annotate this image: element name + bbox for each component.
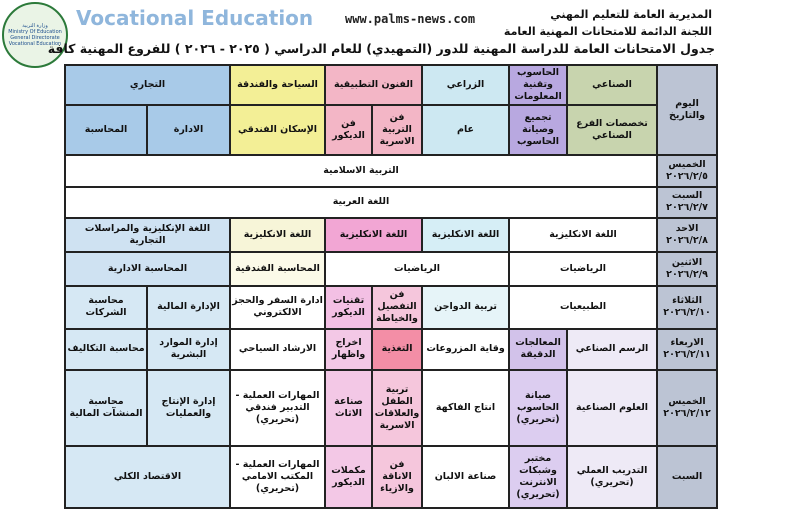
exam-schedule-table <box>64 64 718 509</box>
exam-subject-cell: اللغة الانكليزية <box>509 218 657 252</box>
exam-subject-cell: فن التفصيل والخياطة <box>372 286 422 329</box>
day-cell <box>657 218 717 252</box>
table-row <box>65 218 717 252</box>
exam-subject-cell: إدارة الموارد البشرية <box>147 329 230 370</box>
exam-subject-cell: إدارة الإنتاج والعمليات <box>147 370 230 446</box>
exam-subject-cell: الطبيعيات <box>509 286 657 329</box>
header-row <box>65 105 717 155</box>
exam-subject-cell: صيانة الحاسوب (تحريري) <box>509 370 567 446</box>
column-header: الإسكان الفندقي <box>230 105 325 155</box>
column-header: الزراعي <box>422 65 509 105</box>
day-name: الخميس <box>668 395 706 407</box>
exam-subject-cell: اللغة الانكليزية <box>422 218 509 252</box>
exam-subject-cell: العلوم الصناعية <box>567 370 657 446</box>
day-name: الاثنين <box>671 256 703 268</box>
day-cell <box>657 252 717 286</box>
day-name: الاربعاء <box>670 337 704 349</box>
day-cell <box>657 155 717 187</box>
exam-date: ٢٠٢٦/٢/٨ <box>666 234 708 246</box>
table-row <box>65 370 717 446</box>
day-name: الخميس <box>668 158 706 170</box>
site-watermark: www.palms-news.com <box>345 12 476 26</box>
exam-date: ٢٠٢٦/٢/٥ <box>666 170 708 182</box>
logo-text-en2: General Directorate Vocational Education <box>8 35 62 47</box>
exam-subject-cell: المعالجات الدقيقة <box>509 329 567 370</box>
table-row <box>65 252 717 286</box>
column-header: اليوم والتاريخ <box>657 65 717 155</box>
exam-subject-cell: المحاسبة الادارية <box>65 252 230 286</box>
column-header: الصناعي <box>567 65 657 105</box>
table-row <box>65 187 717 218</box>
exam-date: ٢٠٢٦/٢/١٢ <box>663 407 711 419</box>
column-header: الفنون التطبيقية <box>325 65 422 105</box>
exam-date: ٢٠٢٦/٢/١٠ <box>663 307 711 319</box>
exam-subject-cell: الرياضيات <box>509 252 657 286</box>
logo-text-en: Ministry Of Education <box>8 29 62 35</box>
column-header: عام <box>422 105 509 155</box>
exam-subject-cell: محاسبة التكاليف <box>65 329 147 370</box>
exam-subject-cell: التربية الاسلامية <box>65 155 657 187</box>
exam-subject-cell: مختبر وشبكات الانترنت (تحريري) <box>509 446 567 508</box>
column-header: السياحة والفندقة <box>230 65 325 105</box>
column-header: تخصصات الفرع الصناعي <box>567 105 657 155</box>
exam-subject-cell: تربية الدواجن <box>422 286 509 329</box>
table-row <box>65 286 717 329</box>
column-header: الادارة <box>147 105 230 155</box>
exam-date: ٢٠٢٦/٢/٧ <box>666 202 708 214</box>
exam-subject-cell: تربية الطفل والعلاقات الاسرية <box>372 370 422 446</box>
exam-subject-cell: صناعة الالبان <box>422 446 509 508</box>
day-cell <box>657 286 717 329</box>
exam-subject-cell: الارشاد السياحي <box>230 329 325 370</box>
column-header: الحاسوب وتقنية المعلومات <box>509 65 567 105</box>
exam-date: ٢٠٢٦/٢/١١ <box>663 349 711 361</box>
exam-subject-cell: ادارة السفر والحجز الالكتروني <box>230 286 325 329</box>
logo-text-ar: وزارة التربية <box>22 23 48 29</box>
exam-subject-cell: تقنيات الديكور <box>325 286 372 329</box>
exam-subject-cell: صناعة الاثاث <box>325 370 372 446</box>
table-row <box>65 329 717 370</box>
exam-subject-cell: الرياضيات <box>325 252 509 286</box>
table-row <box>65 446 717 508</box>
committee-title: اللجنة الدائمة للامتحانات المهنية العامة <box>503 25 712 38</box>
day-name: السبت <box>671 470 703 482</box>
exam-subject-cell: اللغة الإنكليزية والمراسلات التجارية <box>65 218 230 252</box>
day-cell <box>657 446 717 508</box>
exam-subject-cell: اللغة العربية <box>65 187 657 218</box>
watermark: Vocational Education <box>76 6 314 30</box>
day-cell <box>657 370 717 446</box>
exam-date: ٢٠٢٦/٢/٩ <box>666 268 708 280</box>
day-cell <box>657 187 717 218</box>
table-row <box>65 155 717 187</box>
ministry-logo <box>2 2 68 68</box>
exam-subject-cell: الإدارة المالية <box>147 286 230 329</box>
exam-subject-cell: اللغة الانكليزية <box>230 218 325 252</box>
column-header: تجميع وصيانة الحاسوب <box>509 105 567 155</box>
exam-subject-cell: التغذية <box>372 329 422 370</box>
column-header: المحاسبة <box>65 105 147 155</box>
exam-subject-cell: المهارات العملية - التدبير فندقي (تحريري) <box>230 370 325 446</box>
exam-subject-cell: مكملات الديكور <box>325 446 372 508</box>
day-name: الاحد <box>675 222 699 234</box>
exam-subject-cell: المهارات العملية - المكتب الامامي (تحريري) <box>230 446 325 508</box>
column-header: فن التربية الاسرية <box>372 105 422 155</box>
day-cell <box>657 329 717 370</box>
exam-subject-cell: فن الاناقة والازياء <box>372 446 422 508</box>
exam-subject-cell: اخراج واظهار <box>325 329 372 370</box>
exam-subject-cell: وقاية المزروعات <box>422 329 509 370</box>
header-row <box>65 65 717 105</box>
exam-subject-cell: محاسبة المنشآت المالية <box>65 370 147 446</box>
exam-subject-cell: محاسبة الشركات <box>65 286 147 329</box>
exam-subject-cell: التدريب العملي (تحريري) <box>567 446 657 508</box>
day-name: السبت <box>671 190 703 202</box>
exam-subject-cell: الاقتصاد الكلي <box>65 446 230 508</box>
directorate-title: المديرية العامة للتعليم المهني <box>550 8 712 21</box>
column-header: فن الديكور <box>325 105 372 155</box>
exam-subject-cell: المحاسبة الفندقية <box>230 252 325 286</box>
schedule-title: جدول الامتحانات العامة للدراسة المهنية للدور (التمهيدي) للعام الدراسي ( ٢٠٢٥ - ٢٠٢٦ ) للفروع المهنية كافة <box>47 41 715 56</box>
day-name: الثلاثاء <box>672 295 702 307</box>
exam-subject-cell: اللغة الانكليزية <box>325 218 422 252</box>
exam-subject-cell: انتاج الفاكهة <box>422 370 509 446</box>
exam-subject-cell: الرسم الصناعي <box>567 329 657 370</box>
column-header: التجاري <box>65 65 230 105</box>
